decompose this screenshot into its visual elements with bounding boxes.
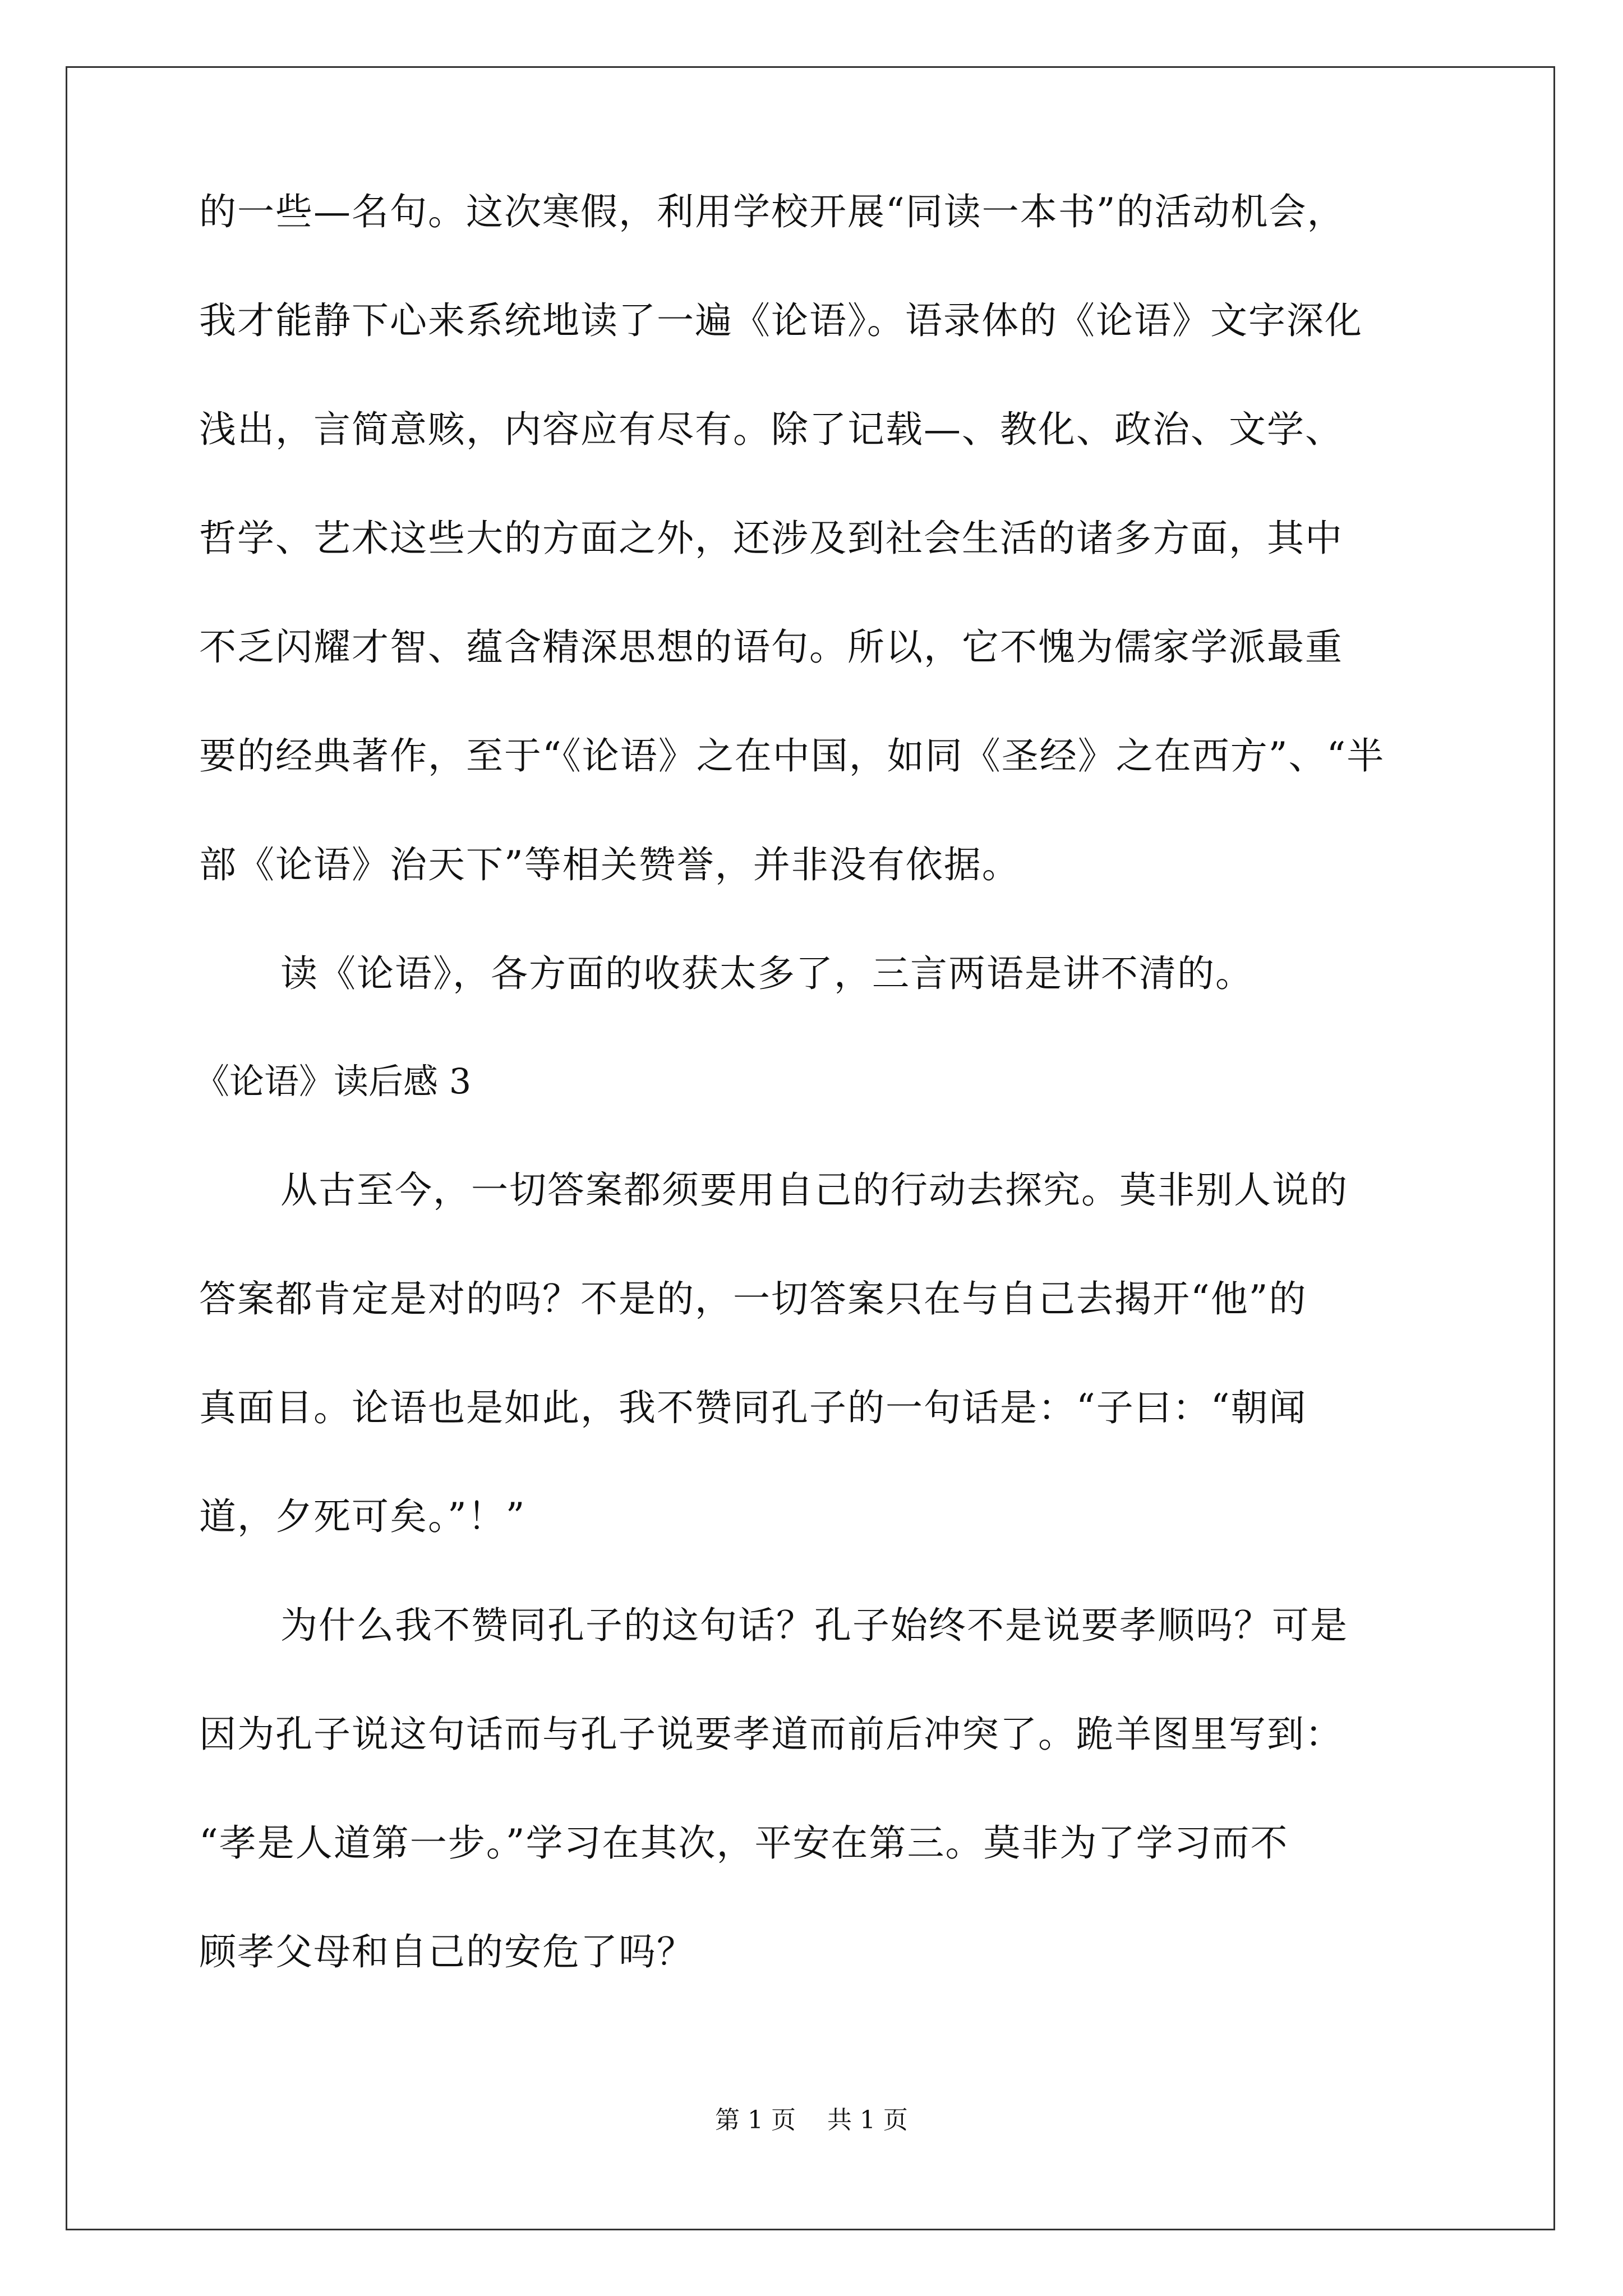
- paragraph-2: [199, 952, 1444, 995]
- text-line: 从古至今，一切答案都须要用自己的行动去探究。莫非别人说的: [280, 1168, 1348, 1212]
- text-line: 真面目。论语也是如此，我不赞同孔子的一句话是：“子曰：“朝闻: [199, 1386, 1307, 1429]
- text-line: “孝是人道第一步。”学习在其次，平安在第三。莫非为了学习而不: [199, 1821, 1289, 1865]
- text-line: 我才能静下心来系统地读了一遍《论语》。语录体的《论语》文字深化: [199, 299, 1363, 342]
- document-body: [195, 190, 1444, 2042]
- paragraph-1: [199, 190, 1444, 886]
- text-line: 哲学、艺术这些大的方面之外，还涉及到社会生活的诸多方面，其中: [199, 517, 1343, 560]
- text-line: 不乏闪耀才智、蕴含精深思想的语句。所以，它不愧为儒家学派最重: [199, 625, 1343, 669]
- paragraph-4: [199, 1604, 1444, 1973]
- text-line: 为什么我不赞同孔子的这句话？孔子始终不是说要孝顺吗？可是: [280, 1604, 1348, 1647]
- page-number: 第 1 页 共 1 页: [715, 2106, 908, 2134]
- text-line: 读《论语》，各方面的收获太多了，三言两语是讲不清的。: [280, 952, 1253, 995]
- text-line: 因为孔子说这句话而与孔子说要孝道而前后冲突了。跪羊图里写到：: [199, 1713, 1343, 1756]
- text-line: 的一些—名句。这次寒假，利用学校开展“同读一本书”的活动机会，: [199, 190, 1345, 233]
- text-line: 顾孝父母和自己的安危了吗？: [199, 1930, 695, 1973]
- text-line: 浅出，言简意赅，内容应有尽有。除了记载—、教化、政治、文学、: [199, 408, 1343, 451]
- text-line: 答案都肯定是对的吗？不是的，一切答案只在与自己去揭开“他”的: [199, 1277, 1307, 1320]
- paragraph-3: [199, 1168, 1444, 1538]
- text-line: 部《论语》治天下”等相关赞誉，并非没有依据。: [199, 843, 1020, 886]
- section-title: 《论语》读后感 3: [195, 1061, 472, 1102]
- text-line: 要的经典著作，至于“《论语》之在中国，如同《圣经》之在西方”、“半: [199, 734, 1385, 777]
- text-line: 道，夕死可矣。”！”: [199, 1495, 526, 1538]
